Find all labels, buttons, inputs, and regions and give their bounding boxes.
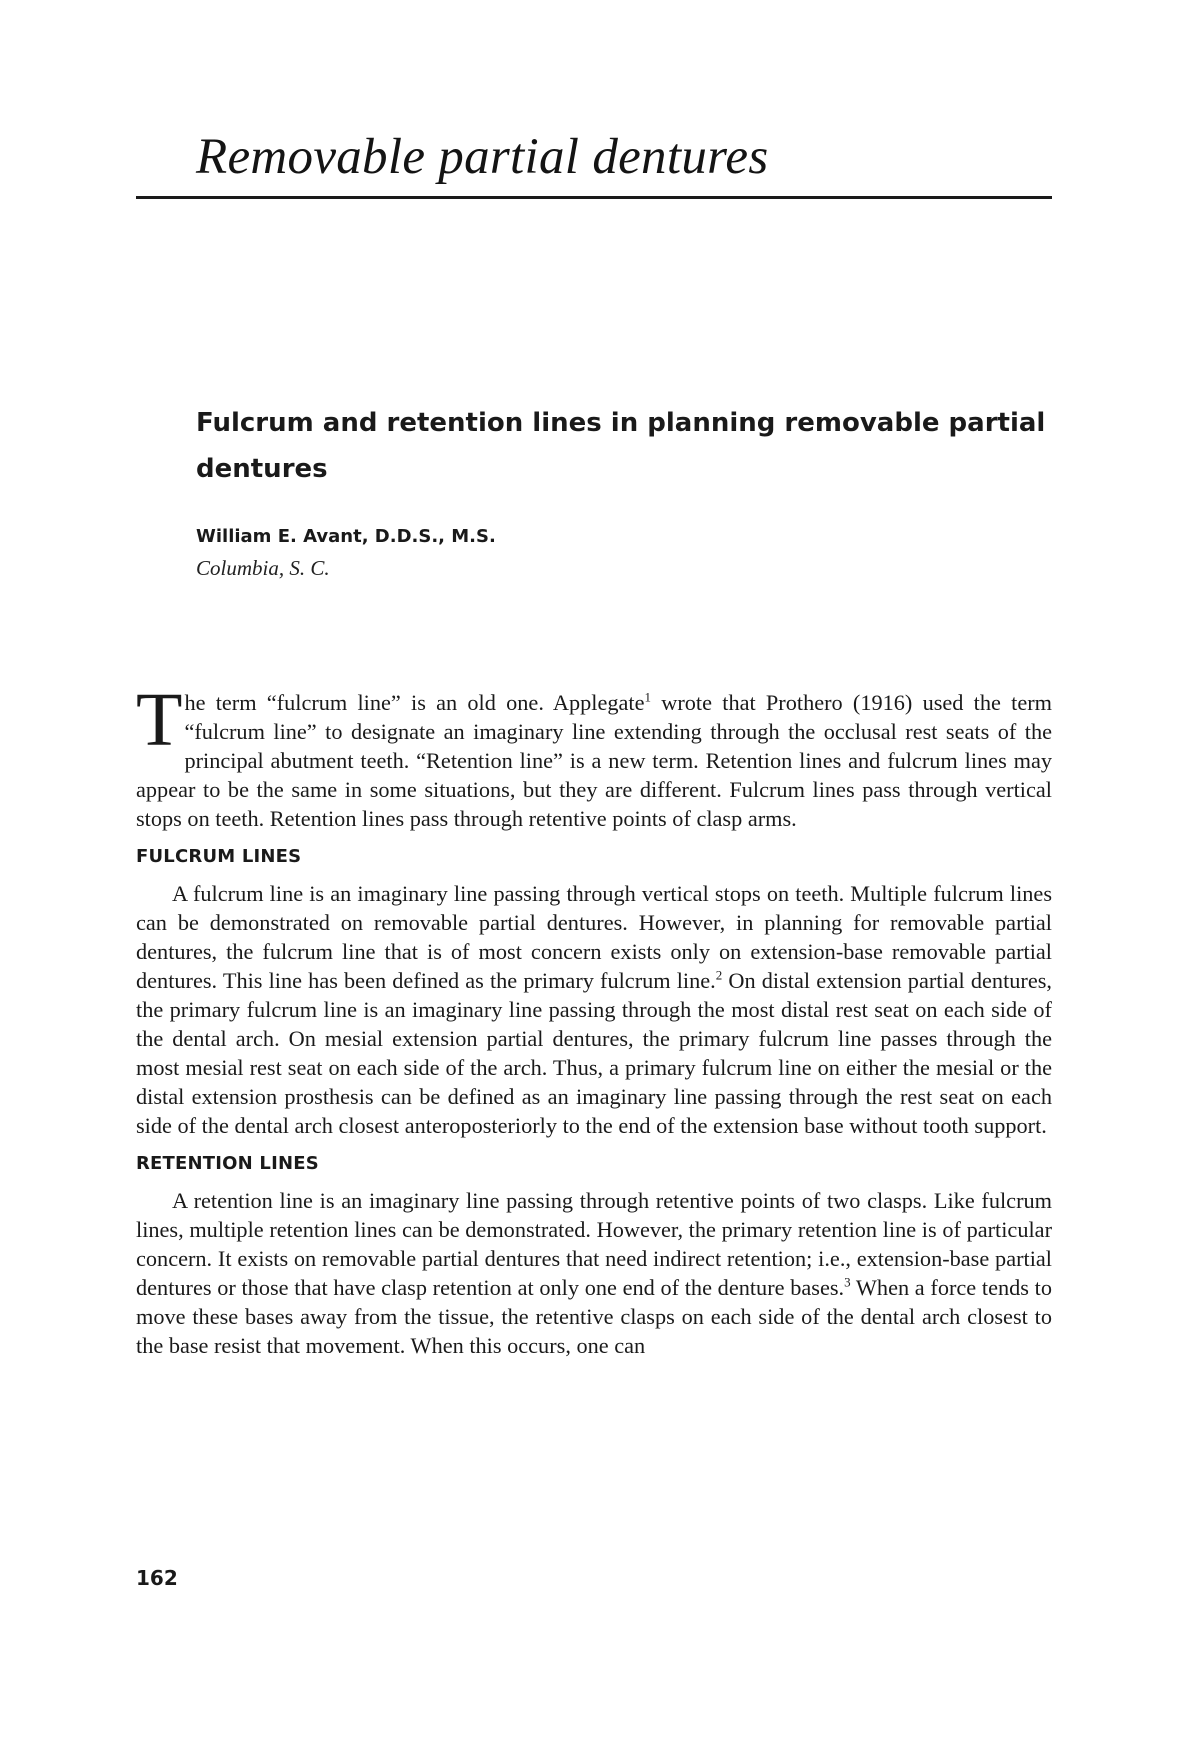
article-title: Fulcrum and retention lines in planning removable partial dentures (196, 408, 1046, 484)
reference-3: 3 (844, 1274, 851, 1290)
fulcrum-text-b: On distal extension partial dentures, the primary fulcrum line is an imaginary line passing through the most distal rest seat on each side of the dental arch. On mesial extension partial dentures, the primary fulcrum line passes through the most mesial rest seat on each side of the arch. Thus, a primary fulcrum line on either the mesial or the distal extension prosthesis can be defined as an imaginary line passing through the rest seat on each side of the dental arch closest anteroposteriorly to the end of the extension base without tooth support. (136, 968, 1052, 1138)
retention-lines-paragraph (136, 1186, 1052, 1360)
intro-text-b: wrote that Prothero (1916) used the term “fulcrum line” to designate an imaginary line extending through the occlusal rest seats of the principal abutment teeth. “Retention line” is a new term. Retention lines and fulcrum lines may appear to be the same in some situations, but they are different. Fulcrum lines pass through vertical stops on teeth. Retention lines pass through retentive points of clasp arms. (136, 690, 1053, 831)
page-number: 162 (136, 1566, 178, 1590)
reference-2: 2 (715, 967, 723, 983)
section-header: Removable partial dentures (196, 129, 769, 185)
reference-1: 1 (644, 689, 652, 705)
drop-cap: T (136, 678, 183, 762)
header-rule (136, 196, 1052, 199)
retention-lines-heading: RETENTION LINES (136, 1153, 319, 1174)
fulcrum-lines-heading: FULCRUM LINES (136, 846, 302, 867)
author-name: William E. Avant, D.D.S., M.S. (196, 526, 496, 547)
author-location: Columbia, S. C. (196, 556, 330, 580)
fulcrum-text-a: A fulcrum line is an imaginary line passing through vertical stops on teeth. Multiple fulcrum lines can be demonstrated on removable partial dentures. However, in planning for removable partial dentures, the fulcrum line that is of most concern exists only on extension-base removable partial dentures. This line has been defined as the primary fulcrum line. (136, 881, 1052, 993)
fulcrum-lines-paragraph (136, 879, 1052, 1140)
intro-text-a: he term “fulcrum line” is an old one. Applegate (184, 690, 645, 715)
intro-paragraph (136, 678, 1053, 833)
article-body (136, 678, 1053, 1360)
retention-text-b: When a force tends to move these bases away from the tissue, the retentive clasps on each side of the dental arch closest to the base resist that movement. When this occurs, one can (136, 1275, 1052, 1358)
retention-text-a: A retention line is an imaginary line passing through retentive points of two clasps. Like fulcrum lines, multiple retention lines can be demonstrated. However, the primary retention line is of particular concern. It exists on removable partial dentures that need indirect retention; i.e., extension-base partial dentures or those that have clasp retention at only one end of the denture bases. (136, 1188, 1052, 1300)
